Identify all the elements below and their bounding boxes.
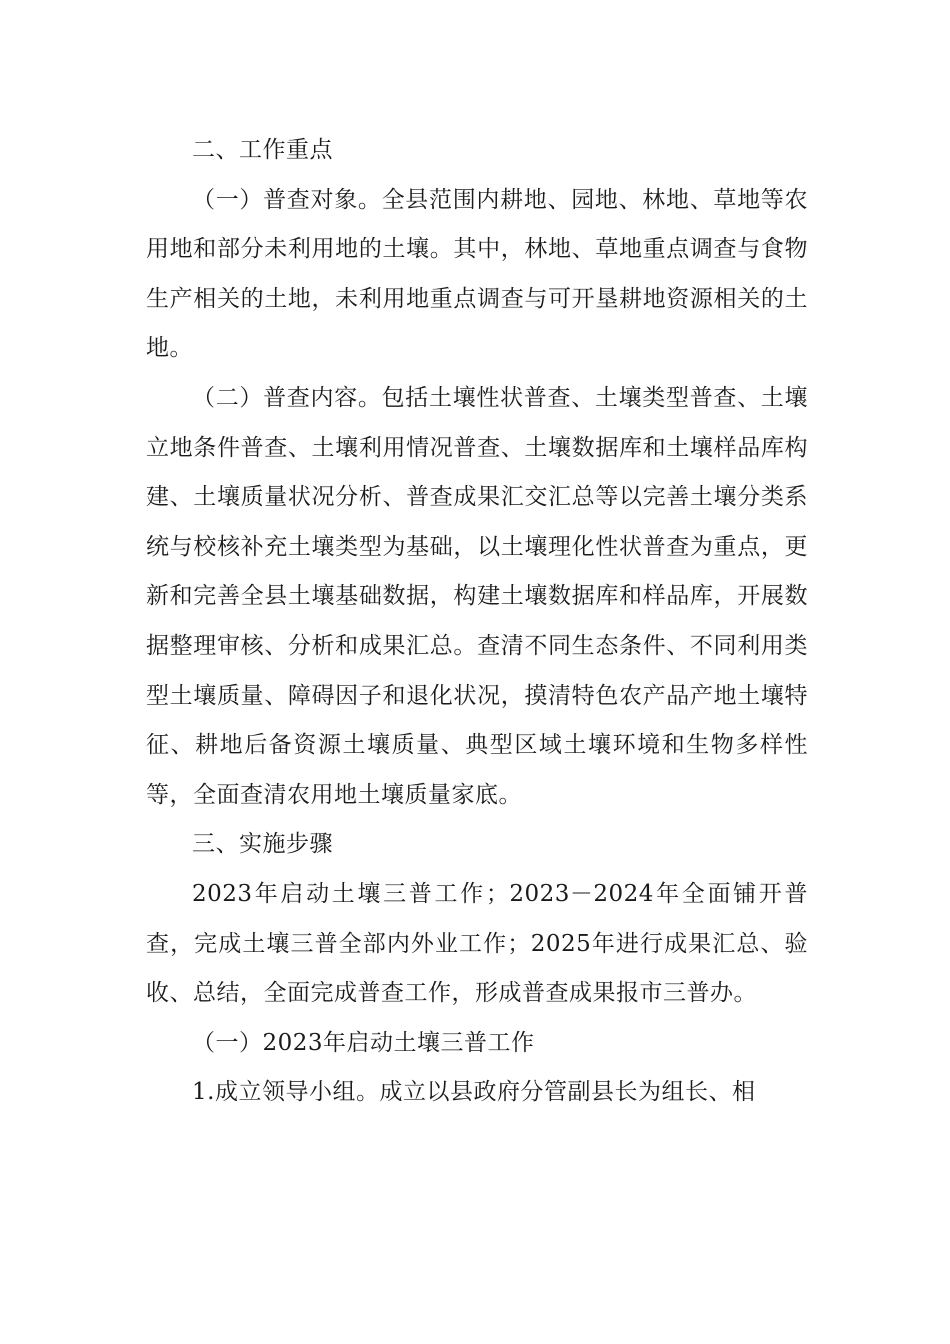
paragraph-survey-content: （二）普查内容。包括土壤性状普查、土壤类型普查、土壤立地条件普查、土壤利用情况普查、土壤数据库和土壤样品库构建、土壤质量状况分析、普查成果汇交汇总等以完善土壤分类系统与校核补充土壤类型为基础，以土壤理化性状普查为重点，更新和完善全县土壤基础数据，构建土壤数据库和样品库，开展数据整理审核、分析和成果汇总。查清不同生态条件、不同利用类型土壤质量、障碍因子和退化状况，摸清特色农产品产地土壤特征、耕地后备资源土壤质量、典型区域土壤环境和生物多样性等，全面查清农用地土壤质量家底。 — [146, 384, 808, 808]
paragraph-survey-objects: （一）普查对象。全县范围内耕地、园地、林地、草地等农用地和部分未利用地的土壤。其中，林地、草地重点调查与食物生产相关的土地，未利用地重点调查与可开垦耕地资源相关的土地。 — [146, 186, 808, 362]
subsection-heading-2023-start: （一）2023年启动土壤三普工作 — [192, 1029, 535, 1056]
paragraph-timeline: 2023年启动土壤三普工作；2023－2024年全面铺开普查，完成土壤三普全部内外业工作；2025年进行成果汇总、验收、总结，全面完成普查工作，形成普查成果报市三普办。 — [146, 880, 808, 1007]
section-heading-implementation-steps: 三、实施步骤 — [192, 831, 333, 858]
paragraph-leading-group: 1.成立领导小组。成立以县政府分管副县长为组长、相 — [192, 1079, 756, 1106]
document-body — [146, 126, 808, 1118]
section-heading-work-focus: 二、工作重点 — [192, 137, 333, 163]
